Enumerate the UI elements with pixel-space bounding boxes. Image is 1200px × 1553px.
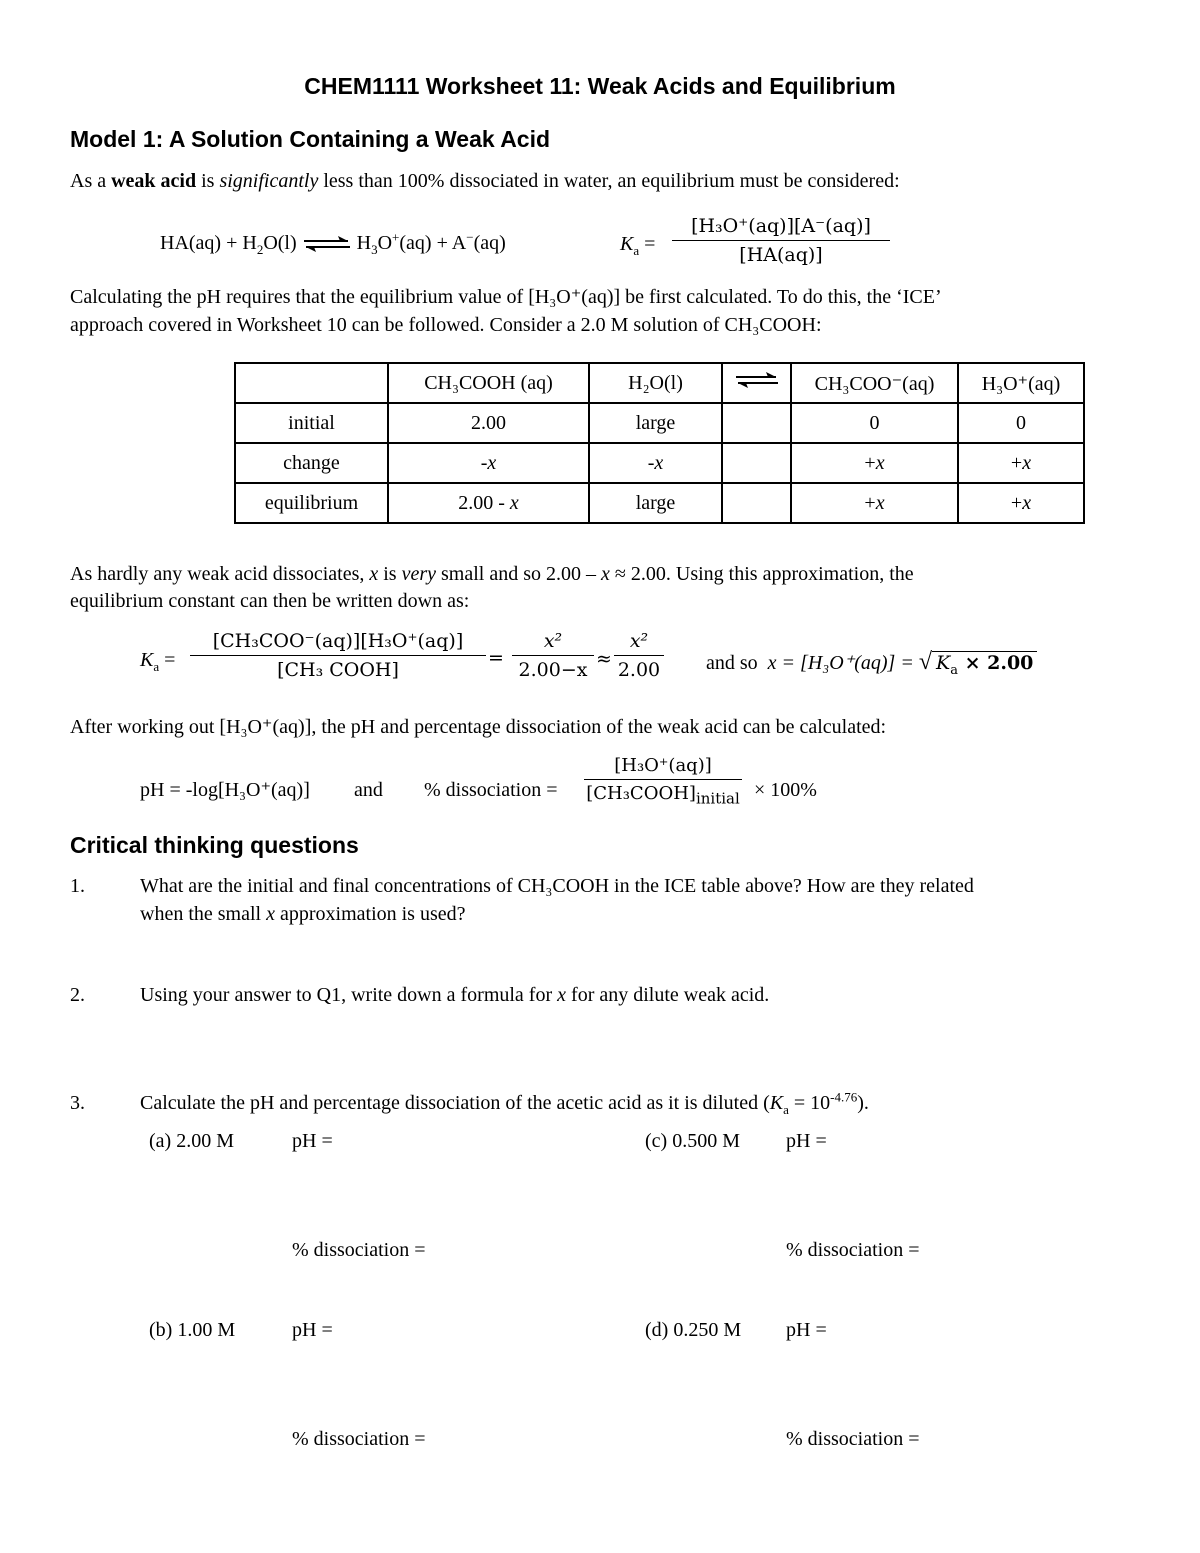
ice-header-cell: CH₃COOH (aq): [388, 363, 589, 403]
ka-approx-fraction-1: [190, 630, 486, 681]
ice-cell: [722, 403, 791, 443]
equilibrium-arrow-icon: [302, 235, 352, 253]
pct-denominator: $[CH_3COOH]_{initial}$: [584, 779, 742, 804]
ice-cell: large: [589, 483, 722, 523]
after-working-paragraph: After working out [H₃O⁺(aq)], the pH and percentage dissociation of the weak acid can be calculated:: [70, 716, 887, 738]
ice-cell: change: [235, 443, 388, 483]
part-c-dissociation-answer[interactable]: % dissociation =: [786, 1239, 920, 1261]
ice-cell: +x: [958, 443, 1084, 483]
model-heading: Model 1: A Solution Containing a Weak Acid: [70, 126, 551, 152]
question-2-number: 2.: [70, 984, 85, 1006]
ice-cell: -x: [589, 443, 722, 483]
ice-cell: -x: [388, 443, 589, 483]
square-root-icon: √: [918, 649, 932, 675]
ka-approx-denominator-2: 2.00−x: [512, 655, 594, 681]
part-b-label: (b) 1.00 M: [149, 1319, 236, 1341]
x-expression: and so x = [H₃O⁺(aq)] = √ $K_a \times 2.00$: [706, 648, 1037, 677]
critical-thinking-heading: Critical thinking questions: [70, 832, 359, 858]
part-d-ph-answer[interactable]: pH =: [786, 1319, 827, 1341]
ice-cell: +x: [958, 483, 1084, 523]
ka-approx-denominator-1: [CH₃ COOH]: [190, 655, 486, 681]
question-3-text: Calculate the pH and percentage dissociation of the acetic acid as it is diluted $(K_a = 10^{-4.76})$.: [140, 1089, 869, 1117]
ice-cell: 0: [958, 403, 1084, 443]
part-c-ph-answer[interactable]: pH =: [786, 1130, 827, 1152]
ice-row-equilibrium: [235, 483, 1084, 523]
part-b-ph-answer[interactable]: pH =: [292, 1319, 333, 1341]
ka-numerator: [H₃O⁺(aq)][A⁻(aq)]: [691, 215, 871, 237]
and-word: and: [354, 779, 383, 801]
part-d-dissociation-answer[interactable]: % dissociation =: [786, 1428, 920, 1450]
approximation-line-1: As hardly any weak acid dissociates, x is very small and so 2.00 – x ≈ 2.00. Using this approximation, the: [70, 563, 914, 585]
ice-cell: 2.00: [388, 403, 589, 443]
dissociation-reaction: $HA(aq) + H_2O(l) H_3O^+(aq) + A^-(aq)$: [160, 229, 506, 257]
part-b-dissociation-answer[interactable]: % dissociation =: [292, 1428, 426, 1450]
equals-sign: =: [488, 647, 504, 669]
ka-approx-fraction-2: [512, 630, 594, 681]
part-a-label: (a) 2.00 M: [149, 1130, 234, 1152]
ka-label: $K_a$ =: [620, 233, 656, 258]
part-c-label: (c) 0.500 M: [645, 1130, 740, 1152]
ka-fraction: [672, 215, 890, 266]
equilibrium-arrow-icon: [734, 371, 780, 389]
ice-cell: [722, 483, 791, 523]
ka-approx-numerator-1: [CH₃COO⁻(aq)][H₃O⁺(aq)]: [212, 630, 464, 652]
ka-denominator: [HA(aq)]: [672, 240, 890, 266]
part-d-label: (d) 0.250 M: [645, 1319, 742, 1341]
ice-cell: initial: [235, 403, 388, 443]
ice-cell: equilibrium: [235, 483, 388, 523]
ka-approx-numerator-2: x²: [543, 630, 563, 652]
ice-table: [234, 362, 1085, 524]
ice-header-cell: H₃O⁺(aq): [958, 363, 1084, 403]
ph-requirement-line-1: Calculating the pH requires that the equilibrium value of [H₃O⁺(aq)] be first calculated. To do this, the ‘ICE’: [70, 286, 942, 308]
part-a-dissociation-answer[interactable]: % dissociation =: [292, 1239, 426, 1261]
ice-cell: 0: [791, 403, 958, 443]
question-3-number: 3.: [70, 1092, 85, 1114]
intro-paragraph: As a weak acid is significantly less than 100% dissociated in water, an equilibrium must be considered:: [70, 170, 900, 192]
ice-header-cell: H₂O(l): [589, 363, 722, 403]
page-title: CHEM1111 Worksheet 11: Weak Acids and Equilibrium: [304, 73, 896, 99]
ice-row-change: [235, 443, 1084, 483]
ka-approx-denominator-3: 2.00: [614, 655, 664, 681]
question-1-line-1: What are the initial and final concentrations of CH₃COOH in the ICE table above? How are they related: [140, 875, 974, 897]
ph-requirement-line-2: approach covered in Worksheet 10 can be followed. Consider a 2.0 M solution of CH₃COOH:: [70, 314, 822, 336]
ice-cell: [722, 443, 791, 483]
ka-approx-fraction-3: [614, 630, 664, 681]
ice-cell: 2.00 - x: [388, 483, 589, 523]
ice-cell: large: [589, 403, 722, 443]
question-2-text: Using your answer to Q1, write down a formula for x for any dilute weak acid.: [140, 984, 770, 1006]
pct-numerator: [H₃O⁺(aq)]: [614, 755, 712, 776]
ice-equilibrium-arrow-cell: [722, 363, 791, 403]
ice-cell: +x: [791, 443, 958, 483]
times-100-percent: × 100%: [754, 779, 817, 801]
ka-approx-label: $K_a$ =: [140, 649, 176, 674]
ice-header-cell: [235, 363, 388, 403]
ice-header-row: [235, 363, 1084, 403]
approximation-line-2: equilibrium constant can then be written down as:: [70, 590, 470, 612]
ka-approx-numerator-3: x²: [629, 630, 649, 652]
ph-formula: pH = -log[H₃O⁺(aq)]: [140, 779, 310, 801]
question-1-number: 1.: [70, 875, 85, 897]
ice-cell: +x: [791, 483, 958, 523]
ice-row-initial: [235, 403, 1084, 443]
ice-header-cell: CH₃COO⁻(aq): [791, 363, 958, 403]
approx-sign: ≈: [596, 648, 612, 670]
pct-dissociation-label: % dissociation =: [424, 779, 558, 801]
question-1-line-2: when the small x approximation is used?: [140, 903, 466, 925]
pct-dissociation-fraction: [584, 755, 742, 808]
part-a-ph-answer[interactable]: pH =: [292, 1130, 333, 1152]
